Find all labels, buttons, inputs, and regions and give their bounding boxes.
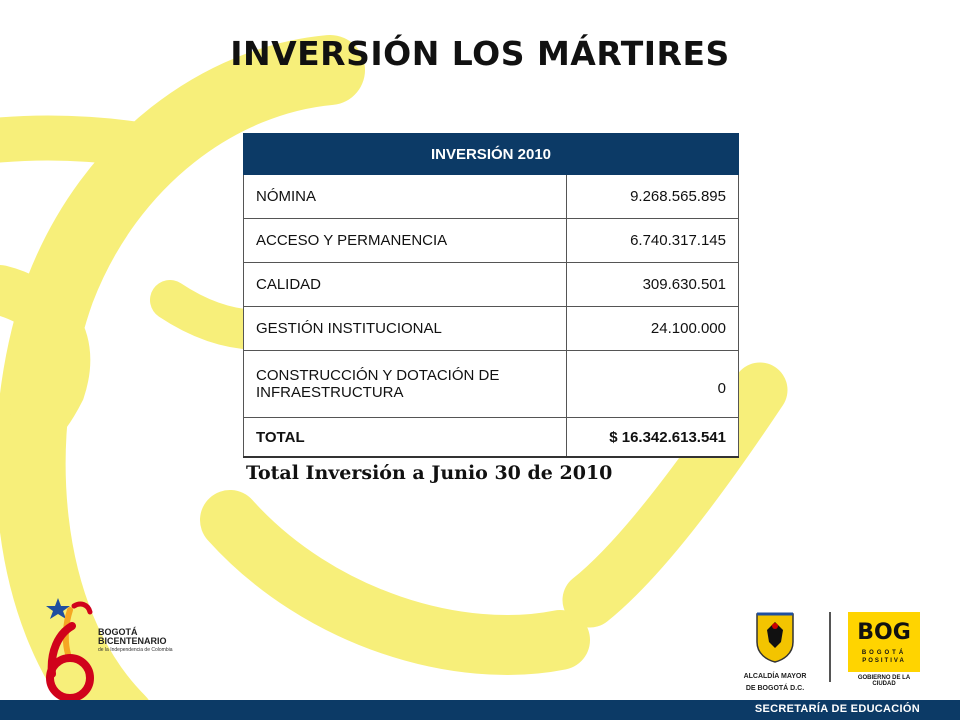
coat-of-arms-icon (755, 612, 795, 664)
table-row (244, 351, 739, 418)
bicentenario-logo-text (98, 628, 173, 653)
row-label: NÓMINA (244, 175, 567, 219)
alcaldia-line1: ALCALDÍA MAYOR (743, 673, 807, 680)
table-row (244, 175, 739, 219)
row-value: 0 (567, 351, 739, 418)
bog-logo-word: BOG (857, 620, 911, 645)
row-label: CONSTRUCCIÓN Y DOTACIÓN DE INFRAESTRUCTURA (244, 351, 567, 418)
row-label: CALIDAD (244, 263, 567, 307)
footer-text: SECRETARÍA DE EDUCACIÓN (754, 703, 920, 715)
table-row (244, 263, 739, 307)
table-header: INVERSIÓN 2010 (244, 134, 739, 175)
investment-table (243, 133, 739, 458)
bog-logo-line3: GOBIERNO DE LA CIUDAD (857, 675, 911, 687)
row-label: GESTIÓN INSTITUCIONAL (244, 307, 567, 351)
alcaldia-logo (736, 612, 814, 693)
bogota-positiva-logo (848, 612, 920, 687)
row-value: 9.268.565.895 (567, 175, 739, 219)
investment-date-caption: Total Inversión a Junio 30 de 2010 (246, 462, 613, 484)
row-value: 309.630.501 (567, 263, 739, 307)
row-value: 24.100.000 (567, 307, 739, 351)
table-row (244, 219, 739, 263)
bicentenario-line1: BOGOTÁ (98, 627, 138, 637)
bog-logo-line1: BOGOTÁ (861, 650, 907, 656)
table-total-row (244, 418, 739, 458)
row-label: ACCESO Y PERMANENCIA (244, 219, 567, 263)
footer-bar (0, 700, 960, 720)
table-header-row (244, 134, 739, 175)
bog-logo-line2: POSITIVA (862, 658, 906, 664)
logo-divider (829, 612, 831, 682)
bicentenario-line2: BICENTENARIO (98, 636, 167, 646)
alcaldia-line2: DE BOGOTÁ D.C. (745, 685, 805, 693)
bicentenario-line3: de la Independencia de Colombia (98, 647, 173, 653)
row-value: 6.740.317.145 (567, 219, 739, 263)
total-label: TOTAL (244, 418, 567, 458)
table-row (244, 307, 739, 351)
total-value: $ 16.342.613.541 (567, 418, 739, 458)
page-title: INVERSIÓN LOS MÁRTIRES (230, 34, 730, 73)
